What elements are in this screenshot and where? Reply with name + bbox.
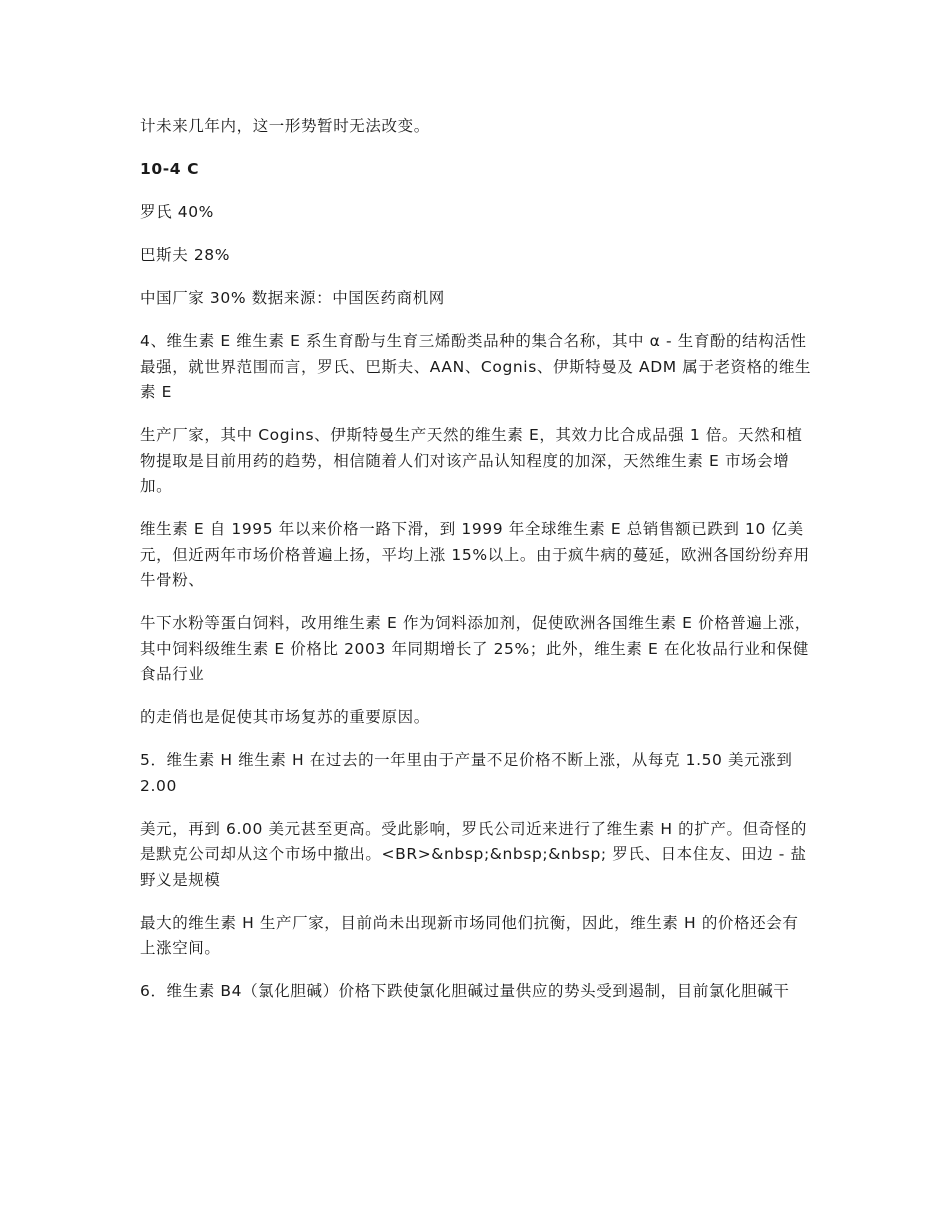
paragraph-vitamin-e-producers: 生产厂家，其中 Cogins、伊斯特曼生产天然的维生素 E，其效力比合成品强 1 倍。天然和植物提取是目前用药的趋势，相信随着人们对该产品认知程度的加深，天然维生素 E 市场会增加。 [140, 426, 803, 495]
paragraph-vitamin-h-producers: 最大的维生素 H 生产厂家，目前尚未出现新市场同他们抗衡，因此，维生素 H 的价格还会有上涨空间。 [140, 913, 799, 957]
paragraph-vitamin-e-intro: 4、维生素 E 维生素 E 系生育酚与生育三烯酚类品种的集合名称，其中 α - 生育酚的结构活性最强，就世界范围而言，罗氏、巴斯夫、AAN、Cognis、伊斯特曼及 ADM 属于老资格的维生素 E [140, 332, 812, 401]
market-share-roche: 罗氏 40% [140, 203, 214, 221]
section-heading-10-4c: 10-4 C [140, 160, 200, 178]
document-body [140, 114, 812, 1022]
market-share-basf: 巴斯夫 28% [140, 246, 231, 264]
paragraph-vitamin-e-feed: 牛下水粉等蛋白饲料，改用维生素 E 作为饲料添加剂，促使欧洲各国维生素 E 价格普遍上涨，其中饲料级维生素 E 价格比 2003 年同期增长了 25%；此外，维生素 E 在化妆品行业和保健食品行业 [140, 614, 811, 683]
paragraph-vitamin-e-recovery: 的走俏也是促使其市场复苏的重要原因。 [140, 708, 430, 726]
paragraph-vitamin-h-price: 5．维生素 H 维生素 H 在过去的一年里由于产量不足价格不断上涨，从每克 1.50 美元涨到 2.00 [140, 751, 793, 795]
paragraph-vitamin-h-expansion: 美元，再到 6.00 美元甚至更高。受此影响，罗氏公司近来进行了维生素 H 的扩产。但奇怪的是默克公司却从这个市场中撤出。<BR>&nbsp;&nbsp;&nbsp; 罗氏、日本住友、田边 - 盐野义是规模 [140, 819, 807, 889]
market-share-china-source: 中国厂家 30% 数据来源：中国医药商机网 [140, 289, 445, 307]
paragraph-forecast-tail: 计未来几年内，这一形势暂时无法改变。 [140, 117, 430, 135]
paragraph-vitamin-b4: 6．维生素 B4（氯化胆碱）价格下跌使氯化胆碱过量供应的势头受到遏制，目前氯化胆碱干 [140, 982, 790, 1000]
paragraph-vitamin-e-prices: 维生素 E 自 1995 年以来价格一路下滑，到 1999 年全球维生素 E 总销售额已跌到 10 亿美元，但近两年市场价格普遍上扬，平均上涨 15%以上。由于疯牛病的蔓延，欧洲各国纷纷弃用牛骨粉、 [140, 520, 810, 589]
